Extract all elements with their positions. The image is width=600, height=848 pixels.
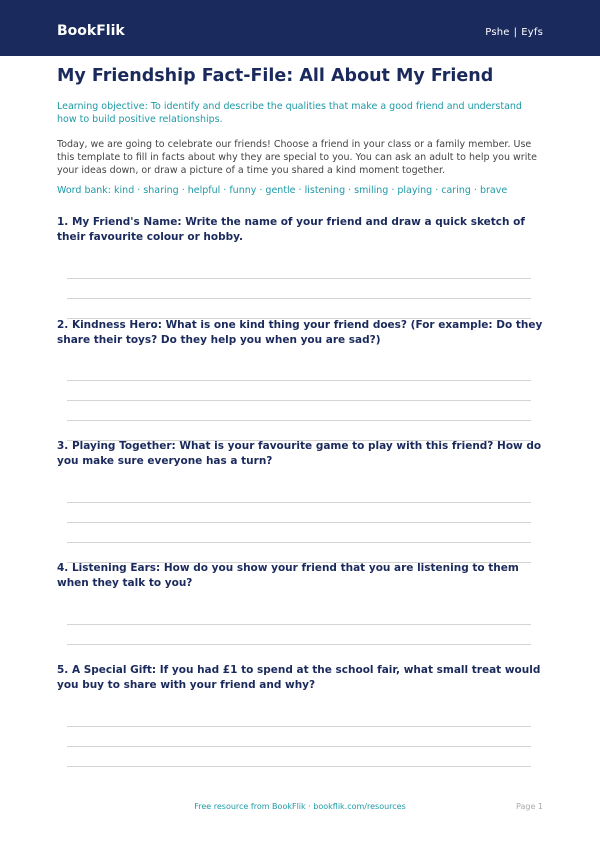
answer-line[interactable]	[67, 420, 531, 421]
subject-label	[485, 27, 543, 38]
page-number: Page 1	[516, 802, 543, 811]
page-title: My Friendship Fact-File: All About My Friend	[57, 66, 494, 86]
question-5: 5. A Special Gift: If you had £1 to spend at the school fair, what small treat would you buy to share with your friend and why?	[57, 664, 541, 691]
footer-text: Free resource from BookFlik · bookflik.com/resources	[194, 802, 406, 811]
learning-objective: Learning objective: To identify and describe the qualities that make a good friend and understand how to build positive relationships.	[57, 101, 522, 125]
answer-line[interactable]	[67, 400, 531, 401]
question-1: 1. My Friend's Name: Write the name of your friend and draw a quick sketch of their favourite colour or hobby.	[57, 216, 525, 243]
answer-line[interactable]	[67, 624, 531, 625]
brand-logo: BookFlik	[57, 23, 125, 39]
word-bank: Word bank: kind · sharing · helpful · funny · gentle · listening · smiling · playing · caring · brave	[57, 185, 508, 196]
level-name: Eyfs	[521, 27, 543, 38]
answer-line[interactable]	[67, 542, 531, 543]
answer-line[interactable]	[67, 746, 531, 747]
header-bar	[0, 0, 600, 56]
question-2: 2. Kindness Hero: What is one kind thing your friend does? (For example: Do they share their toys? Do they help you when you are sad?)	[57, 319, 543, 346]
answer-line[interactable]	[67, 766, 531, 767]
answer-line[interactable]	[67, 298, 531, 299]
answer-line[interactable]	[67, 380, 531, 381]
answer-line[interactable]	[67, 522, 531, 523]
answer-line[interactable]	[67, 502, 531, 503]
answer-line[interactable]	[67, 726, 531, 727]
answer-line[interactable]	[67, 278, 531, 279]
answer-line[interactable]	[67, 644, 531, 645]
subject-name: Pshe	[485, 27, 510, 38]
intro-paragraph: Today, we are going to celebrate our friends! Choose a friend in your class or a family member. Use this template to fill in facts about why they are special to you. You can ask an adult to help you write your ideas down, or draw a picture of a time you shared a kind moment together.	[57, 139, 537, 176]
question-4: 4. Listening Ears: How do you show your friend that you are listening to them when they talk to you?	[57, 562, 519, 589]
subject-separator: |	[513, 27, 518, 38]
question-3: 3. Playing Together: What is your favourite game to play with this friend? How do you make sure everyone has a turn?	[57, 440, 542, 467]
